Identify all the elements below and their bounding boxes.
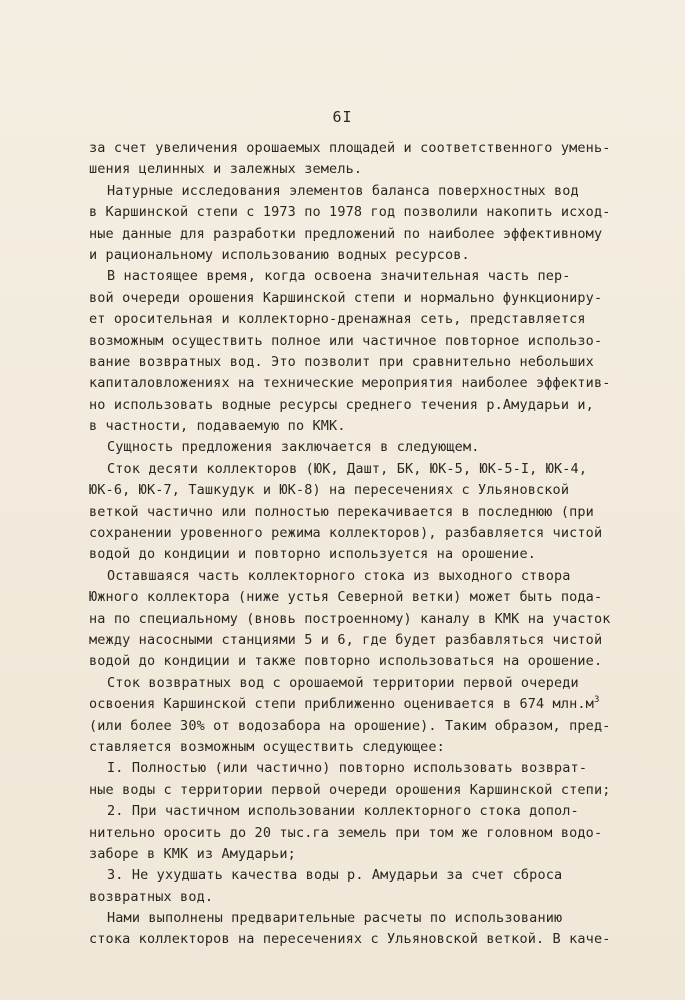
text-line-content: заборе в КМК из Амударьи; [89,845,296,862]
text-line [89,373,634,394]
text-line [89,887,634,908]
text-line [89,459,634,480]
text-line-content: вание возвратных вод. Это позволит при сравнительно небольших [89,353,594,370]
text-line-content: ЮК-6, ЮК-7, Ташкудук и ЮК-8) на пересечениях с Ульяновской [89,482,570,499]
text-line-content: Оставшаяся часть коллекторного стока из выходного створа [107,567,571,584]
text-line [89,416,634,437]
superscript: 3 [593,695,600,706]
text-line-content: водой до кондиции и также повторно использоваться на орошение. [89,653,603,670]
text-line [89,716,634,737]
text-line [89,352,634,373]
text-line-content: (или более 30% от водозабора на орошение). Таким образом, пред- [89,717,611,734]
text-line [89,823,634,844]
text-line [89,908,634,929]
text-line-content: стока коллекторов на пересечениях с Ульяновской веткой. В каче- [89,931,611,948]
text-line-content: за счет увеличения орошаемых площадей и соответственного умень- [89,140,611,156]
body-text [89,138,634,951]
text-line [89,544,634,565]
text-line-content: ные данные для разработки предложений по наиболее эффективному [89,225,603,242]
text-line-content: Сток десяти коллекторов (ЮК, Дашт, БК, ЮК-5, ЮК-5-I, ЮК-4, [107,460,588,477]
text-line [89,694,634,715]
text-line [89,245,634,266]
text-line [89,673,634,694]
text-line [89,437,634,458]
text-line-content: нительно оросить до 20 тыс.га земель при том же головном водо- [89,824,603,841]
text-line [89,801,634,822]
text-line [89,651,634,672]
text-line-content: 2. При частичном использовании коллекторного стока допол- [107,803,579,820]
text-line-content: но использовать водные ресурсы среднего течения р.Амударьи и, [89,396,594,413]
text-line [89,202,634,223]
text-line [89,224,634,245]
page-number: 6I [332,108,353,126]
text-line-content: ставляется возможным осуществить следующее: [89,738,445,755]
text-line [89,609,634,630]
text-line-content: освоения Каршинской степи приближенно оценивается в 674 млн.м [89,696,594,713]
text-line-content: водой до кондиции и повторно используется на орошение. [89,546,536,563]
text-line [89,266,634,287]
text-line [89,865,634,886]
text-line-content: вой очереди орошения Каршинской степи и нормально функциониру- [89,289,603,306]
text-line-content: Нами выполнены предварительные расчеты по использованию [107,910,563,927]
text-line-content: ные воды с территории первой очереди орошения Каршинской степи; [89,781,611,798]
text-line-content: на по специальному (вновь построенному) каналу в КМК на участок [89,610,611,627]
text-line [89,737,634,758]
text-line-content: В настоящее время, когда освоена значительная часть пер- [107,268,571,285]
text-line-content: I. Полностью (или частично) повторно использовать возврат- [107,760,588,777]
text-line [89,929,634,950]
text-line-content: Южного коллектора (ниже устья Северной ветки) может быть пода- [89,589,603,606]
text-line-content: капиталовложениях на технические мероприятия наиболее эффектив- [89,375,611,392]
text-line-content: Натурные исследования элементов баланса поверхностных вод [107,182,579,199]
text-line [89,566,634,587]
text-line-content: между насосными станциями 5 и 6, где будет разбавляться чистой [89,631,603,648]
text-line [89,630,634,651]
text-line [89,587,634,608]
text-line-content: Сток возвратных вод с орошаемой территории первой очереди [107,674,579,691]
text-line-content: возвратных вод. [89,888,214,905]
text-line-content: Сущность предложения заключается в следующем. [107,439,480,456]
text-line [89,309,634,330]
text-line-content: в частности, подаваемую по КМК. [89,418,346,435]
text-line [89,138,634,159]
text-line-content: ет оросительная и коллекторно-дренажная сеть, представляется [89,311,586,328]
text-line-content: сохранении уровенного режима коллекторов), разбавляется чистой [89,525,603,542]
text-line-content: возможным осуществить полное или частичное повторное использо- [89,332,603,349]
text-line [89,331,634,352]
text-line [89,480,634,501]
text-line [89,395,634,416]
text-line-content: в Каршинской степи с 1973 по 1978 год позволили накопить исход- [89,204,611,221]
text-line [89,780,634,801]
text-line-content: веткой частично или полностью перекачивается в последнюю (при [89,503,594,520]
text-line [89,159,634,180]
text-line-content: шения целинных и залежных земель. [89,161,363,178]
text-line-content: и рациональному использованию водных ресурсов. [89,246,470,263]
text-line-content: 3. Не ухудшать качества воды р. Амударьи за счет сброса [107,867,563,884]
text-line [89,181,634,202]
text-line [89,758,634,779]
text-line [89,844,634,865]
text-line [89,523,634,544]
text-line [89,288,634,309]
text-line [89,502,634,523]
